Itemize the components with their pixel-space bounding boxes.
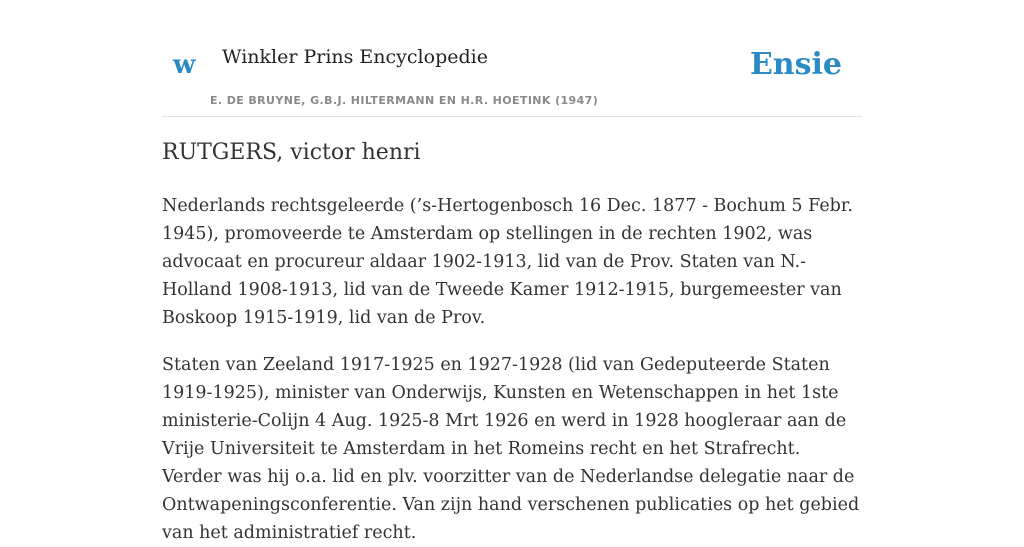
source-title[interactable]: Winkler Prins Encyclopedie bbox=[222, 46, 488, 68]
article-paragraph: Nederlands rechtsgeleerde (’s-Hertogenbosch 16 Dec. 1877 - Bochum 5 Febr. 1945), promoveerde te Amsterdam op stellingen in de rechten 1902, was advocaat en procureur aldaar 1902-1913, lid van de Prov. Staten van N.-Holland 1908-1913, lid van de Tweede Kamer 1912-1915, burgemeester van Boskoop 1915-1919, lid van de Prov. bbox=[162, 196, 853, 329]
article bbox=[162, 140, 862, 547]
site-header bbox=[162, 0, 862, 117]
winkler-prins-logo[interactable]: w bbox=[173, 50, 196, 80]
ensie-logo-link[interactable]: Ensie bbox=[749, 47, 842, 82]
article-paragraph: Staten van Zeeland 1917-1925 en 1927-1928 (lid van Gedeputeerde Staten 1919-1925), minister van Onderwijs, Kunsten en Wetenschappen in het 1ste ministerie-Colijn 4 Aug. 1925-8 Mrt 1926 en werd in 1928 hoogleraar aan de Vrije Universiteit te Amsterdam in het Romeins recht en het Strafrecht. Verder was hij o.a. lid en plv. voorzitter van de Nederlandse delegatie naar de Ontwapeningsconferentie. Van zijn hand verschenen publicaties op het gebied van het administratief recht. bbox=[162, 355, 860, 544]
article-title: RUTGERS, victor henri bbox=[162, 140, 421, 165]
source-authors: E. DE BRUYNE, G.B.J. HILTERMANN EN H.R. HOETINK (1947) bbox=[210, 94, 599, 107]
